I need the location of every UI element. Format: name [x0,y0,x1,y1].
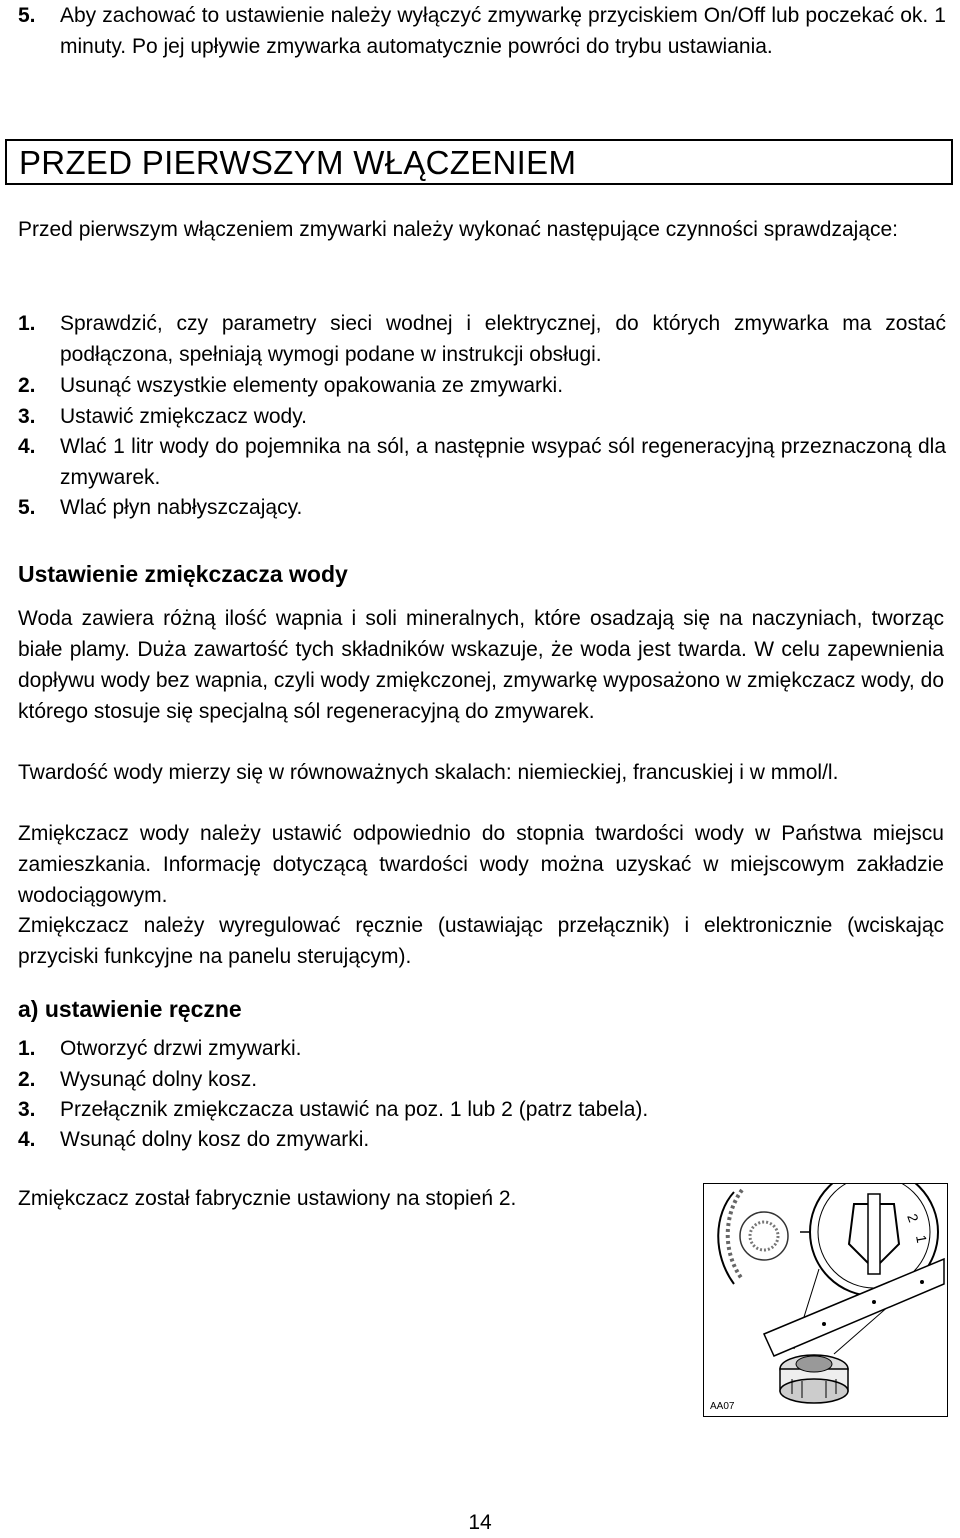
top-list-item [18,0,946,62]
softener-heading: Ustawienie zmiękczacza wody [18,561,348,587]
section-title-box [5,139,953,185]
list-number: 3. [18,405,36,428]
list-number: 1. [18,312,36,335]
checklist-item-4 [18,431,946,493]
manual-heading: a) ustawienie ręczne [18,996,242,1022]
checklist-item-5 [18,492,946,523]
dial-mark-1: 1 [913,1233,931,1245]
factory-note: Zmiękczacz został fabrycznie ustawiony na stopień 2. [18,1187,517,1210]
figure-label: AA07 [710,1401,735,1412]
list-number: 4. [18,1128,36,1151]
softener-paragraph-4: Zmiękczacz należy wyregulować ręcznie (ustawiając przełącznik) i elektronicznie (wciskając przyciski funkcyjne na panelu sterującym). [18,914,944,968]
list-number: 1. [18,1037,36,1060]
checklist-item-3 [18,401,946,432]
list-text: Usunąć wszystkie elementy opakowania ze zmywarki. [60,374,564,397]
list-number: 5. [18,496,36,519]
list-text: Przełącznik zmiękczacza ustawić na poz. 1 lub 2 (patrz tabela). [60,1098,649,1121]
dial-mark-2: 2 [904,1211,922,1225]
section-title: PRZED PIERWSZYM WŁĄCZENIEM [19,144,577,181]
list-text: Wsunąć dolny kosz do zmywarki. [60,1128,370,1151]
softener-paragraph-3: Zmiękczacz wody należy ustawić odpowiednio do stopnia twardości wody w Państwa miejscu zamieszkania. Informację dotyczącą twardości wody można uzyskać w miejscowym zakładzie wodociągowym. [18,822,944,907]
manual-step-3 [18,1094,946,1125]
list-number: 5. [18,4,36,27]
softener-paragraph-2: Twardość wody mierzy się w równoważnych skalach: niemieckiej, francuskiej i w mmol/l. [18,761,839,784]
list-text: Sprawdzić, czy parametry sieci wodnej i elektrycznej, do których zmywarka ma zostać podłączona, spełniają wymogi podane w instrukcji obsługi. [60,312,946,366]
intro-paragraph: Przed pierwszym włączeniem zmywarki należy wykonać następujące czynności sprawdzające: [18,218,899,241]
list-text: Wlać płyn nabłyszczający. [60,496,303,519]
manual-step-4 [18,1124,946,1155]
list-number: 4. [18,435,36,458]
list-text: Ustawić zmiękczacz wody. [60,405,307,428]
manual-step-2 [18,1064,946,1095]
softener-dial-illustration [704,1184,947,1416]
list-text: Aby zachować to ustawienie należy wyłączyć zmywarkę przyciskiem On/Off lub poczekać ok. 1 minuty. Po jej upływie zmywarka automatycznie powróci do trybu ustawiania. [60,4,946,58]
checklist-item-2 [18,370,946,401]
list-text: Wysunąć dolny kosz. [60,1068,258,1091]
softener-paragraph-1: Woda zawiera różną ilość wapnia i soli mineralnych, które osadzają się na naczyniach, tworząc białe plamy. Duża zawartość tych składników wskazuje, że woda jest twarda. W celu zapewnienia dopływu wody bez wapnia, czyli wody zmiękczonej, zmywarkę wyposażono w zmiękczacz wody, do którego stosuje się specjalną sól regeneracyjną do zmywarek. [18,607,944,723]
list-number: 2. [18,374,36,397]
softener-dial-figure [703,1183,948,1417]
list-number: 3. [18,1098,36,1121]
list-number: 2. [18,1068,36,1091]
page-number: 14 [468,1511,492,1534]
list-text: Otworzyć drzwi zmywarki. [60,1037,302,1060]
checklist-item-1 [18,308,946,370]
manual-step-1 [18,1033,946,1064]
list-text: Wlać 1 litr wody do pojemnika na sól, a następnie wsypać sól regeneracyjną przeznaczoną dla zmywarek. [60,435,946,489]
